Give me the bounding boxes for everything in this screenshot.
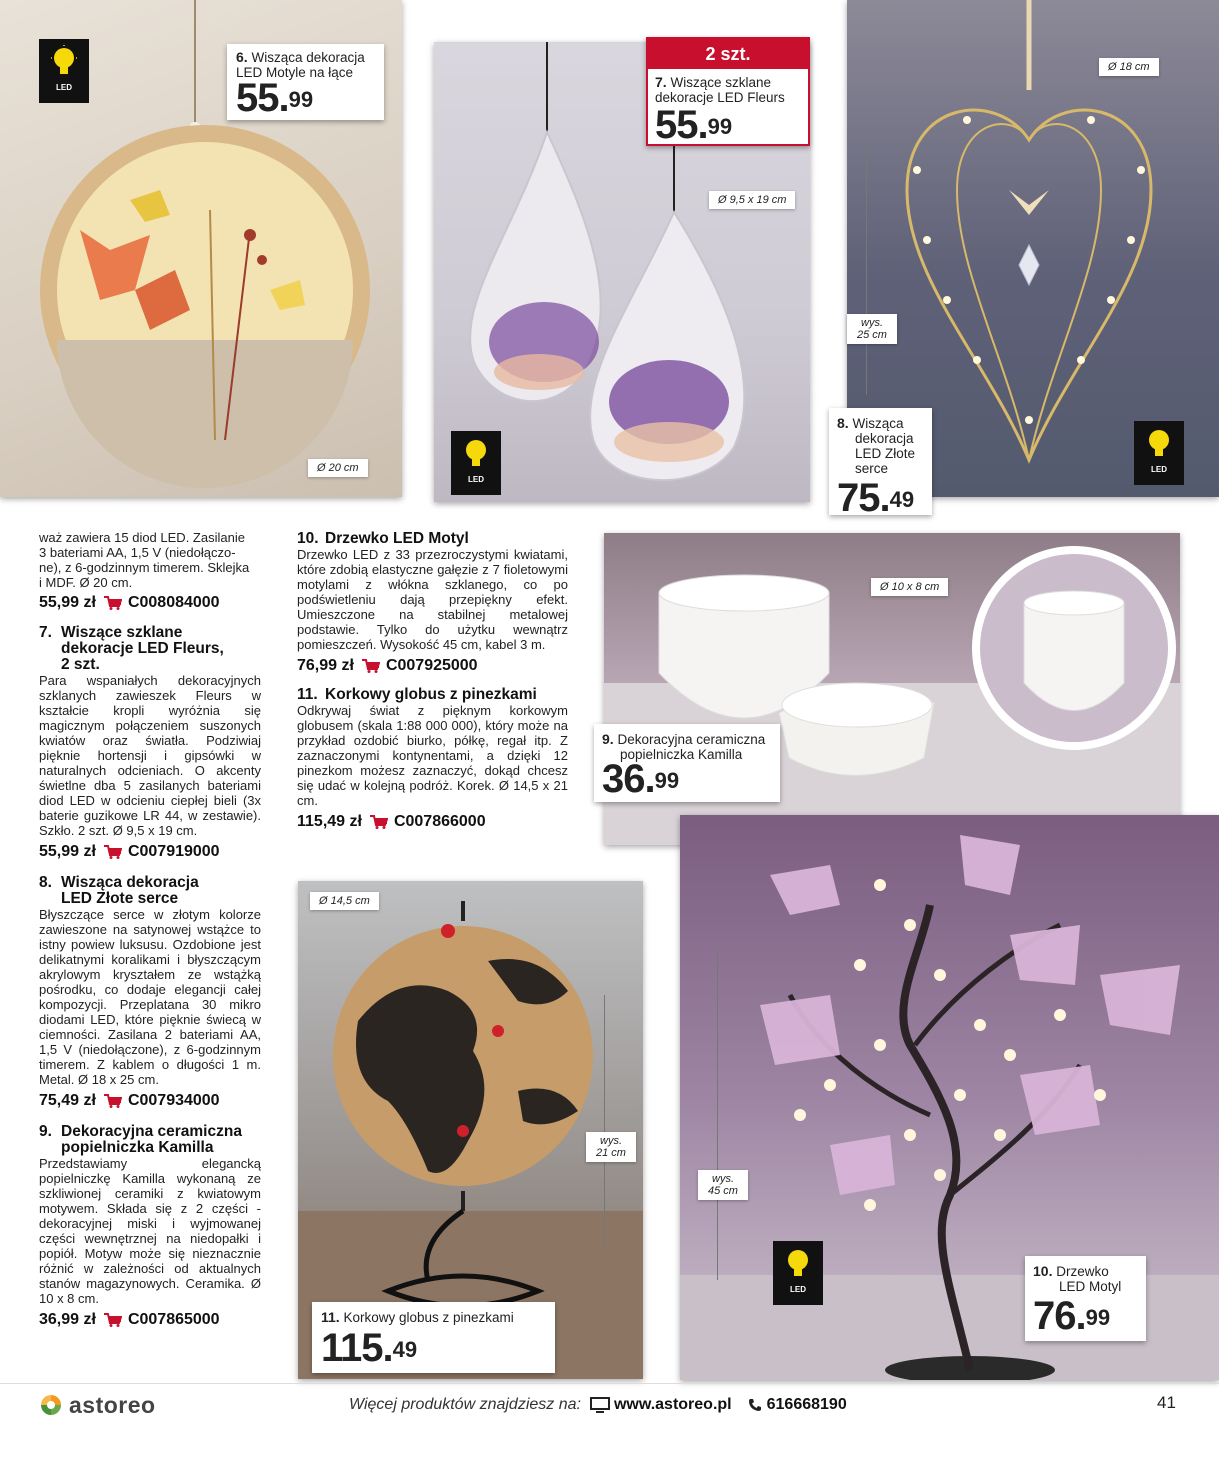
product-11-description: Odkrywaj świat z pięknym korkowym globusem (skala 1:88 000 000), który może na przykład ozdobić biurko, półkę, regał itp. Z zaznaczonymi kontynentami, a dzięki 12 pinezkom możesz zaznaczyć, dokąd chcesz się udać w kolejną podróż. Korek. Ø 14,5 x 21 cm. — [297, 703, 568, 808]
price-text: 36,99 zł — [39, 1311, 96, 1328]
desc-line: waż zawiera 15 diod LED. Zasilanie — [39, 530, 245, 545]
product-8-title — [39, 875, 261, 907]
title-line1: Drzewko LED Motyl — [325, 530, 469, 547]
led-badge — [1134, 421, 1184, 485]
price-integer: 75. — [837, 476, 890, 520]
label-number: 6. — [236, 49, 248, 65]
label-name-line1: Drzewko — [1056, 1264, 1109, 1279]
product-6-description — [39, 530, 261, 590]
product-7-description: Para wspaniałych dekoracyjnych szklanych zawieszek Fleurs w kształcie kropli wyróżnia się magicznym połączeniem suszonych kwiatów oraz światła. Podziwiaj pięknie hortensji i gipsówki w naturalnych odcieniach. O akcenty świetlne dba 5 zasilanych bateriami diod LED w odcieniu ciepłej bieli (3x baterie guzikowe LR 44, w zestawie). Szkło. 2 szt. Ø 9,5 x 19 cm. — [39, 673, 261, 838]
phone-icon — [748, 1398, 762, 1412]
price-integer: 76. — [1033, 1294, 1086, 1338]
price-text: 55,99 zł — [39, 594, 96, 611]
price-decimal: 99 — [707, 114, 733, 139]
led-badge — [451, 431, 501, 495]
product-code: C007866000 — [393, 813, 486, 830]
promo-banner: 2 szt. — [648, 39, 808, 69]
product-code: C007865000 — [127, 1311, 220, 1328]
price-decimal: 99 — [1085, 1305, 1111, 1330]
height-value: 21 cm — [596, 1147, 626, 1159]
cart-icon[interactable] — [104, 845, 122, 859]
height-line — [866, 135, 867, 395]
price-tag — [321, 1328, 417, 1368]
price-text: 115,49 zł — [297, 813, 362, 830]
price-decimal: 49 — [889, 487, 915, 512]
product-7-price-line — [39, 844, 261, 859]
price-decimal: 49 — [392, 1337, 418, 1362]
desc-line: i MDF. Ø 20 cm. — [39, 575, 133, 590]
product-10-title — [297, 531, 568, 547]
height-value: 45 cm — [708, 1185, 738, 1197]
product-11-price-line — [297, 814, 568, 829]
footer-contact — [349, 1393, 847, 1417]
label-name-line2: dekoracja — [855, 431, 914, 446]
price-tag — [1033, 1296, 1110, 1336]
label-product-8 — [829, 408, 932, 520]
led-badge-label: LED — [1151, 465, 1167, 474]
dimension-label: Ø 14,5 cm — [310, 892, 379, 910]
label-product-11 — [312, 1302, 555, 1373]
led-bulb-icon — [461, 437, 491, 473]
height-line — [604, 995, 605, 1245]
label-number: 10. — [1033, 1263, 1053, 1279]
cart-icon[interactable] — [104, 1094, 122, 1108]
product-number: 7. — [39, 624, 52, 641]
led-badge — [39, 39, 89, 103]
dimension-label: Ø 20 cm — [308, 459, 368, 477]
astoreo-logo-icon — [39, 1393, 63, 1417]
product-9-section — [39, 1124, 261, 1327]
led-bulb-icon — [49, 45, 79, 81]
led-bulb-icon — [783, 1247, 813, 1283]
dimension-label: Ø 18 cm — [1099, 58, 1159, 76]
price-decimal: 99 — [654, 768, 680, 793]
title-line1: Wiszące szklane — [61, 624, 183, 641]
height-word: wys. — [600, 1135, 622, 1147]
label-name-line1: Wiszące szklane — [670, 75, 771, 90]
label-product-9 — [594, 724, 780, 802]
label-name-line2: popielniczka Kamilla — [620, 747, 743, 762]
price-text: 75,49 zł — [39, 1092, 96, 1109]
footer-divider — [0, 1383, 1219, 1384]
cart-icon[interactable] — [104, 596, 122, 610]
label-number: 8. — [837, 415, 849, 431]
brand-logo[interactable] — [39, 1390, 156, 1420]
price-tag — [837, 478, 914, 518]
product-8-description: Błyszczące serce w złotym kolorze zawieszone na satynowej wstążce to istny powiew luksusu. Ozdobione jest delikatnymi koralikami i błyszczącym akrylowym kryształem ze wstążką pośrodku, co dodaje elegancji całej kompozycji. Przeplatana 30 mikro diodami LED, które pięknie świecą w ciemności. Zasilana 2 bateriami AA, 1,5 V (niedołączone), z 6-godzinnym timerem. Z kablem o długości 1 m. Metal. Ø 18 x 25 cm. — [39, 907, 261, 1087]
height-label — [586, 1132, 636, 1162]
label-product-10 — [1025, 1256, 1146, 1341]
title-line1: Dekoracyjna ceramiczna — [61, 1123, 242, 1140]
product-7-section — [39, 625, 261, 859]
price-decimal: 99 — [288, 87, 314, 112]
product-6-price-line — [39, 595, 261, 610]
text-column-left — [39, 530, 261, 1327]
product-number: 8. — [39, 874, 52, 891]
product-code: C007925000 — [385, 657, 478, 674]
brand-name: astoreo — [69, 1391, 156, 1418]
label-name-line2: LED Motyle na łące — [236, 65, 354, 80]
product-8-section — [39, 875, 261, 1108]
product-number: 11. — [297, 686, 318, 703]
title-line1: Wisząca dekoracja — [61, 874, 199, 891]
height-line — [717, 950, 718, 1280]
label-product-7 — [646, 37, 810, 146]
price-tag — [236, 78, 313, 118]
label-product-6 — [227, 44, 384, 120]
title-line2: LED Złote serce — [61, 890, 179, 907]
dimension-label: Ø 10 x 8 cm — [871, 578, 948, 596]
cart-icon[interactable] — [104, 1313, 122, 1327]
led-bulb-icon — [1144, 427, 1174, 463]
label-name-line1: Dekoracyjna ceramiczna — [617, 732, 766, 747]
height-value: 25 cm — [857, 329, 887, 341]
led-badge-label: LED — [468, 475, 484, 484]
product-9-title — [39, 1124, 261, 1156]
height-word: wys. — [861, 317, 883, 329]
product-7-title — [39, 625, 261, 673]
desc-line: ne), z 6-godzinnym timerem. Sklejka — [39, 560, 250, 575]
label-number: 11. — [321, 1309, 340, 1325]
product-number: 10. — [297, 530, 319, 547]
label-name-line2: LED Motyl — [1059, 1279, 1122, 1294]
product-code: C007934000 — [127, 1092, 220, 1109]
price-integer: 55. — [236, 76, 289, 120]
title-line2: dekoracje LED Fleurs, — [61, 640, 224, 657]
product-9-price-line — [39, 1312, 261, 1327]
label-name-line1: Korkowy globus z pinezkami — [343, 1310, 514, 1325]
title-line1: Korkowy globus z pinezkami — [325, 686, 537, 703]
price-tag — [602, 759, 679, 799]
product-8-price-line — [39, 1093, 261, 1108]
product-11-title — [297, 687, 568, 703]
product-10-price-line — [297, 658, 568, 673]
led-badge — [773, 1241, 823, 1305]
cart-icon[interactable] — [362, 659, 380, 673]
product-11-section — [297, 687, 568, 829]
label-number: 7. — [655, 74, 667, 90]
product-code: C008084000 — [127, 594, 220, 611]
label-name-line1: Wisząca dekoracja — [251, 50, 365, 65]
price-text: 55,99 zł — [39, 843, 96, 860]
label-number: 9. — [602, 731, 614, 747]
cart-icon[interactable] — [370, 815, 388, 829]
title-line3: 2 szt. — [61, 656, 100, 673]
height-word: wys. — [712, 1173, 734, 1185]
price-text: 76,99 zł — [297, 657, 354, 674]
product-code: C007919000 — [127, 843, 220, 860]
website-link[interactable]: www.astoreo.pl — [613, 1396, 732, 1413]
text-column-middle — [297, 531, 568, 829]
page-number: 41 — [1157, 1393, 1176, 1412]
price-integer: 115. — [321, 1326, 393, 1370]
led-badge-label: LED — [790, 1285, 806, 1294]
monitor-icon — [590, 1397, 610, 1414]
height-label — [698, 1170, 748, 1200]
label-name-line4: serce — [855, 461, 889, 476]
product-9-description: Przedstawiamy elegancką popielniczkę Kamilla wykonaną ze szkliwionej ceramiki z kwiatowym motywem. Składa się z 2 części - dekoracyjnej miski i wyjmowanej części wewnętrznej na niedopałki i popiół. Motyw może się nieznacznie różnić w zależności od aktualnych stanów magazynowych. Ceramika. Ø 10 x 8 cm. — [39, 1156, 261, 1306]
label-name-line2: dekoracje LED Fleurs — [655, 90, 785, 105]
desc-line: 3 bateriami AA, 1,5 V (niedołączo- — [39, 545, 236, 560]
title-line2: popielniczka Kamilla — [61, 1139, 214, 1156]
price-integer: 36. — [602, 757, 655, 801]
dimension-label: Ø 9,5 x 19 cm — [709, 191, 795, 209]
label-name-line3: LED Złote — [855, 446, 916, 461]
product-number: 9. — [39, 1123, 52, 1140]
height-label — [847, 314, 897, 344]
phone-number[interactable]: 616668190 — [766, 1396, 847, 1413]
led-badge-label: LED — [56, 83, 72, 92]
product-10-description: Drzewko LED z 33 przezroczystymi kwiatami, które zdobią elastyczne gałęzie z 7 fioletowymi motylami z włókna szklanego, co po podświetleniu dają przepiękny efekt. Umieszczone na stabilnej metalowej podstawie. Tylko do użytku wewnątrz pomieszczeń. Wysokość 45 cm, kabel 3 m. — [297, 547, 568, 652]
label-name-line1: Wisząca — [852, 416, 904, 431]
price-integer: 55. — [655, 103, 708, 147]
more-products-text: Więcej produktów znajdziesz na: — [349, 1396, 581, 1413]
price-tag — [655, 105, 732, 145]
